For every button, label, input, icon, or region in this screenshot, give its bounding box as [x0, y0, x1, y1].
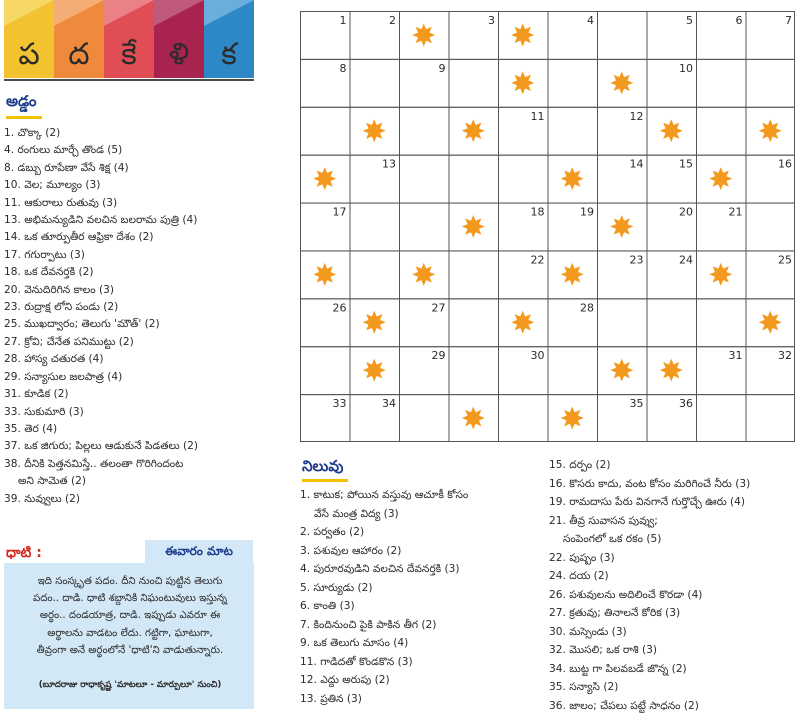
word-of-week-box	[4, 563, 254, 709]
clue-item: 20. వెనుదిరిగిన కాలం (3)	[4, 283, 115, 296]
logo-tile	[54, 0, 104, 78]
word-of-week-heading: ధాటి :	[6, 545, 42, 561]
sun-star-icon	[610, 215, 633, 238]
clue-item: 27. క్రతువు; తినాలనే కోరిక (3)	[549, 607, 681, 619]
clue-item: 8. డబ్బు రూపేణా వేసే శిక్ష (4)	[4, 161, 129, 174]
clue-item: 1. చొక్కా (2)	[4, 127, 61, 139]
clue-item: 22. పుష్పం (3)	[549, 551, 615, 564]
logo-fold-shape	[4, 0, 54, 26]
word-of-week-text	[14, 573, 246, 659]
cell-number: 11	[530, 109, 545, 123]
down-clue-list-1	[300, 486, 545, 708]
logo-fold-shape	[204, 0, 254, 26]
clue-item: 23. రుద్రాక్ష లోని పండు (2)	[4, 301, 119, 314]
sun-star-icon	[462, 407, 485, 430]
clue-item: 1. కాటుక; పోయిన వస్తువు ఆచూకీ కోసం	[300, 489, 469, 501]
clue-item: 13. అభిమన్యుడిని వలచిన బలరామ పుత్రి (4)	[4, 214, 198, 227]
cell-number: 4	[587, 14, 594, 27]
cell-number: 8	[339, 61, 347, 75]
word-of-week-source: (బూదరాజు రాధాకృష్ణ 'మాటలూ - మార్పులూ' నుంచి)	[38, 680, 222, 690]
logo-letter: క	[221, 37, 237, 72]
clue-item: 4. రంగులు మార్చే తొండ (5)	[4, 144, 123, 157]
clue-item: 35. సన్యాసి (2)	[549, 681, 619, 693]
sun-star-icon	[660, 119, 683, 142]
across-clue-list	[4, 125, 260, 508]
cell-number: 23	[629, 253, 644, 267]
sun-star-icon	[759, 119, 782, 142]
cell-number: 29	[431, 349, 446, 363]
cell-number: 2	[389, 14, 396, 27]
clue-item: 32. మొసలి; ఒక రాశి (3)	[549, 644, 657, 656]
clue-item: 24. దయ (2)	[549, 570, 609, 582]
logo-letter: ళి	[168, 37, 190, 72]
logo-letter: ద	[68, 37, 90, 72]
across-heading: అడ్డం	[6, 92, 37, 110]
sun-star-icon	[462, 119, 485, 142]
cell-number: 34	[382, 397, 396, 411]
clue-item: 19. రామదాసు పేరు వినగానే గుర్తొచ్చే ఊరు (4)	[549, 496, 746, 508]
clue-item: 16. కొసరు కాదు, వంట కోసం మరిగించే నీరు (3)	[549, 477, 751, 490]
crossword-grid-svg	[300, 11, 795, 442]
word-of-week-line: ఇది సంస్కృత పదం. దీని నుంచి పుట్టిన తెలుగు	[37, 576, 223, 587]
cell-number: 17	[332, 205, 347, 219]
sun-star-icon	[363, 119, 386, 142]
sun-star-icon	[462, 215, 485, 238]
word-of-week-line: తీవ్రంగా అనే అర్థంలోనే 'ధాటి'ని వాడుతున్నారు.	[36, 644, 224, 656]
clue-item: అని సామెత (2)	[18, 475, 87, 488]
clue-item: 13. ప్రతిన (3)	[300, 692, 362, 705]
sun-star-icon	[610, 71, 633, 94]
cell-number: 31	[728, 349, 743, 363]
cell-number: 10	[679, 61, 693, 75]
clue-item: 12. ఎద్దు అరుపు (2)	[300, 674, 390, 686]
cell-number: 25	[778, 253, 792, 267]
sun-star-icon	[511, 311, 534, 334]
clue-item: 9. ఒక తెలుగు మాసం (4)	[300, 637, 409, 649]
sun-star-icon	[660, 359, 683, 382]
word-of-week-line: అర్థాలను వాడటం లేదు. గట్టిగా, ఘాటుగా,	[47, 627, 213, 639]
clue-item: 29. సన్యాసుల జలపాత్ర (4)	[4, 370, 123, 383]
clue-item: 10. వెల; మూల్యం (3)	[4, 179, 101, 192]
cell-number: 1	[339, 14, 347, 27]
clue-item: 39. నువ్వులు (2)	[4, 492, 80, 505]
clue-item: 2. పర్వతం (2)	[300, 526, 365, 538]
cell-number: 26	[332, 301, 347, 315]
sun-star-icon	[313, 167, 336, 190]
sun-star-icon	[511, 71, 534, 94]
cell-number: 9	[438, 61, 446, 75]
clue-item: 27. క్రోవి; చేనేత పనిముట్టు (2)	[4, 335, 134, 348]
cell-number: 15	[679, 157, 693, 171]
cell-number: 36	[679, 397, 693, 411]
cell-number: 32	[778, 349, 792, 363]
cell-number: 7	[785, 14, 792, 27]
sun-star-icon	[412, 23, 435, 46]
sun-star-icon	[610, 359, 633, 382]
cell-number: 18	[530, 205, 545, 219]
clue-item: సంపెంగలో ఒక రకం (5)	[563, 533, 662, 545]
crossword-grid	[300, 11, 795, 442]
clue-item: 4. పురూరవుడిని వలచిన దేవనర్తకి (3)	[300, 563, 460, 575]
clue-item: 36. జాలం; చేపలు పట్టే సాధనం (2)	[549, 699, 699, 712]
sun-star-icon	[511, 23, 534, 46]
clue-item: 26. పశువులను అదిలించే కొరడా (4)	[549, 588, 703, 601]
cell-number: 16	[778, 157, 792, 171]
cell-number: 28	[580, 301, 594, 315]
clue-item: 15. దర్పం (2)	[549, 459, 611, 471]
down-heading: నిలువు	[302, 457, 344, 475]
sun-star-icon	[561, 167, 584, 190]
sun-star-icon	[561, 263, 584, 286]
word-of-week-line: పదం.. దాడి. ధాటి శబ్దానికి నిఘంటువులు ఇస్తున్న	[32, 593, 228, 605]
cell-number: 5	[686, 14, 693, 27]
sun-star-icon	[709, 167, 732, 190]
clue-item: 6. కాంతి (3)	[300, 600, 355, 612]
logo-tile	[4, 0, 54, 78]
logo-fold-shape	[104, 0, 154, 26]
clue-item: 11. ఆకురాలు రుతువు (3)	[4, 196, 118, 209]
cell-number: 19	[580, 205, 594, 219]
cell-number: 20	[679, 205, 693, 219]
logo-fold-shape	[154, 0, 204, 26]
clue-item: వేసే మంత్ర విద్య (3)	[314, 507, 399, 520]
logo-tile	[204, 0, 254, 78]
left-column	[0, 0, 262, 713]
word-of-week-badge: ఈవారం మాట	[145, 540, 253, 564]
cell-number: 12	[629, 109, 644, 123]
clue-item: 17. గగుర్పాటు (3)	[4, 248, 85, 261]
clue-item: 34. బుట్ట గా పిలవబడే జొన్న (2)	[549, 662, 687, 675]
clue-item: 11. గాడిదతో కొండకొన (3)	[300, 655, 413, 668]
clue-item: 5. సూర్యుడు (2)	[300, 581, 373, 594]
sun-star-icon	[412, 263, 435, 286]
down-clue-list-2	[549, 456, 799, 713]
cell-number: 21	[728, 205, 743, 219]
clue-item: 3. పశువుల ఆహారం (2)	[300, 544, 402, 557]
cell-number: 24	[679, 253, 693, 267]
clue-item: 37. ఒక జిగురు; పిల్లలు ఆడుకునే పిడతలు (2)	[4, 440, 199, 453]
across-heading-underline	[6, 116, 42, 119]
cell-number: 33	[332, 397, 347, 411]
sun-star-icon	[363, 359, 386, 382]
logo-divider	[4, 79, 254, 81]
cell-number: 22	[530, 253, 545, 267]
sun-star-icon	[709, 263, 732, 286]
clue-item: 28. హాస్య చతురత (4)	[4, 353, 104, 366]
clue-item: 18. ఒక దేవనర్తకి (2)	[4, 266, 94, 279]
clue-item: 33. సుకుమారి (3)	[4, 405, 84, 418]
logo-fold-shape	[54, 0, 104, 26]
clue-item: 38. దీనికి పెత్తనమిస్తే.. తలంతా గొరిగిందంట	[4, 457, 184, 470]
clue-item: 31. కూడిక (2)	[4, 388, 69, 401]
sun-star-icon	[363, 311, 386, 334]
cell-number: 3	[488, 14, 495, 27]
logo-letter: ప	[18, 37, 40, 72]
clue-item: 25. ముఖద్వారం; తెలుగు 'మౌత్' (2)	[4, 318, 160, 331]
sun-star-icon	[313, 263, 336, 286]
cell-number: 35	[629, 397, 644, 411]
down-heading-underline	[302, 479, 348, 482]
clue-item: 7. కిందినుంచి పైకి పాకిన తీగ (2)	[300, 618, 437, 631]
cell-number: 30	[530, 349, 545, 363]
padakelika-logo	[4, 0, 254, 78]
clue-item: 35. తెర (4)	[4, 422, 58, 435]
logo-tile	[104, 0, 154, 78]
clue-item: 14. ఒక తూర్పుతీర ఆఫ్రికా దేశం (2)	[4, 231, 154, 244]
sun-star-icon	[561, 407, 584, 430]
cell-number: 6	[735, 14, 743, 27]
logo-letter: కే	[121, 37, 137, 72]
clue-item: 21. తీవ్ర సువాసన పువ్వు;	[549, 514, 658, 527]
cell-number: 27	[431, 301, 446, 315]
word-of-week-line: అర్థం.. దండయాత్ర, దాడి. ఇప్పుడు ఎవరూ ఈ	[39, 610, 221, 622]
logo-tile	[154, 0, 204, 78]
cell-number: 13	[382, 157, 396, 171]
sun-star-icon	[759, 311, 782, 334]
cell-number: 14	[629, 157, 644, 171]
clue-item: 30. మస్సెండు (3)	[549, 625, 627, 638]
